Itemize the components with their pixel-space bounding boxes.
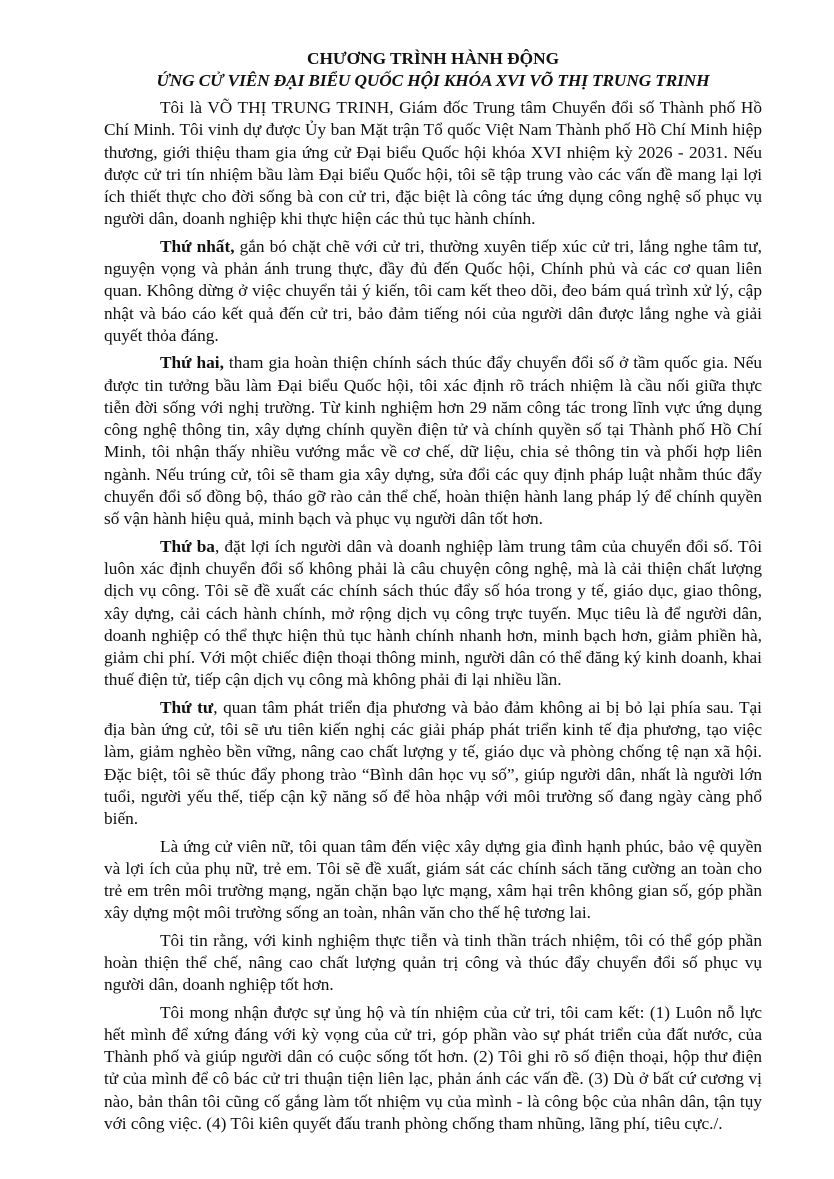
paragraph-intro — [104, 97, 762, 231]
document-title: CHƯƠNG TRÌNH HÀNH ĐỘNG — [306, 49, 560, 68]
paragraph-third — [104, 536, 762, 692]
paragraph-lead: Thứ nhất, — [160, 236, 235, 256]
paragraph-fourth — [104, 697, 762, 831]
paragraph-text: Tôi mong nhận được sự ủng hộ và tín nhiệm của cử tri, tôi cam kết: (1) Luôn nỗ lực hết mình để xứng đáng với kỳ vọng của cử tri, góp phần vào sự phát triển của đất nước, của Thành phố và giúp người dân có cuộc sống tốt hơn. (2) Tôi ghi rõ số điện thoại, hộp thư điện tử của mình để cô bác cử tri thuận tiện liên lạc, phản ánh các vấn đề. (3) Dù ở bất cứ cương vị nào, bản thân tôi cũng cố gắng làm tốt nhiệm vụ của mình - là công bộc của nhân dân, tận tụy với công việc. (4) Tôi kiên quyết đấu tranh phòng chống tham nhũng, lãng phí, tiêu cực./. — [104, 1002, 762, 1134]
paragraph-text: Là ứng cử viên nữ, tôi quan tâm đến việc xây dựng gia đình hạnh phúc, bảo vệ quyền và lợi ích của phụ nữ, trẻ em. Tôi sẽ đề xuất, giám sát các chính sách tăng cường an toàn cho trẻ em trên môi trường mạng, ngăn chặn bạo lực mạng, xâm hại trên không gian số, góp phần xây dựng một môi trường sống an toàn, nhân văn cho thế hệ tương lai. — [104, 836, 762, 923]
document-subtitle: ỨNG CỬ VIÊN ĐẠI BIỂU QUỐC HỘI KHÓA XVI VÕ THỊ TRUNG TRINH — [156, 71, 710, 90]
paragraph-lead: Thứ ba — [160, 536, 215, 556]
paragraph-text: Tôi tin rằng, với kinh nghiệm thực tiễn và tinh thần trách nhiệm, tôi có thể góp phần hoàn thiện thể chế, nâng cao chất lượng quản trị công và thúc đẩy chuyển đổi số phục vụ người dân, doanh nghiệp tốt hơn. — [104, 930, 762, 995]
paragraph-women-children — [104, 836, 762, 925]
paragraph-belief — [104, 930, 762, 997]
paragraph-text: tham gia hoàn thiện chính sách thúc đẩy chuyển đổi số ở tầm quốc gia. Nếu được tin tưởng bầu làm Đại biểu Quốc hội, tôi xác định rõ trách nhiệm là cầu nối giữa thực tiễn đời sống với nghị trường. Từ kinh nghiệm hơn 29 năm công tác trong lĩnh vực ứng dụng công nghệ thông tin, xây dựng chính quyền điện tử và chính quyền số tại Thành phố Hồ Chí Minh, tôi nhận thấy nhiều vướng mắc về cơ chế, dữ liệu, chia sẻ thông tin và phối hợp liên ngành. Nếu trúng cử, tôi sẽ tham gia xây dựng, sửa đổi các quy định pháp luật nhằm thúc đẩy chuyển đổi số đồng bộ, tháo gỡ rào cản thể chế, hoàn thiện hành lang pháp lý để chính quyền số vận hành hiệu quả, minh bạch và phục vụ người dân tốt hơn. — [104, 353, 762, 529]
paragraph-first — [104, 236, 762, 347]
paragraph-text: , đặt lợi ích người dân và doanh nghiệp làm trung tâm của chuyển đổi số. Tôi luôn xác định chuyển đổi số không phải là câu chuyện công nghệ, mà là cải thiện chất lượng dịch vụ công. Tôi sẽ đề xuất các chính sách thúc đẩy số hóa trong y tế, giáo dục, giao thông, xây dựng, cải cách hành chính, mở rộng dịch vụ công trực tuyến. Mục tiêu là để người dân, doanh nghiệp có thể thực hiện thủ tục hành chính nhanh hơn, minh bạch hơn, giảm phiền hà, giảm chi phí. Với một chiếc điện thoại thông minh, người dân có thể đăng ký kinh doanh, khai thuế điện tử, tiếp cận dịch vụ công mà không phải đi lại nhiều lần. — [104, 536, 762, 690]
paragraph-text: Tôi là VÕ THỊ TRUNG TRINH, Giám đốc Trung tâm Chuyển đổi số Thành phố Hồ Chí Minh. Tôi vinh dự được Ủy ban Mặt trận Tổ quốc Việt Nam Thành phố Hồ Chí Minh hiệp thương, giới thiệu tham gia ứng cử Đại biểu Quốc hội khóa XVI nhiệm kỳ 2026 - 2031. Nếu được cử tri tín nhiệm bầu làm Đại biểu Quốc hội, tôi sẽ tập trung vào các vấn đề mang lại lợi ích thiết thực cho đời sống bà con cử tri, đặc biệt là công tác ứng dụng công nghệ số phục vụ người dân, doanh nghiệp khi thực hiện các thủ tục hành chính. — [104, 98, 762, 229]
paragraph-commitment — [104, 1002, 762, 1136]
paragraph-text: gắn bó chặt chẽ với cử tri, thường xuyên tiếp xúc cử tri, lắng nghe tâm tư, nguyện vọng và phản ánh trung thực, đầy đủ đến Quốc hội, Chính phủ và các cơ quan liên quan. Không dừng ở việc chuyển tải ý kiến, tôi cam kết theo dõi, đeo bám quá trình xử lý, cập nhật và báo cáo kết quả đến cử tri, bảo đảm tiếng nói của người dân được lắng nghe và giải quyết thỏa đáng. — [104, 236, 762, 345]
paragraph-lead: Thứ tư — [160, 697, 214, 717]
paragraph-lead: Thứ hai, — [160, 353, 224, 373]
paragraph-second — [104, 352, 762, 530]
paragraph-text: , quan tâm phát triển địa phương và bảo đảm không ai bị bỏ lại phía sau. Tại địa bàn ứng cử, tôi sẽ ưu tiên kiến nghị các giải pháp phát triển kinh tế địa phương, tạo việc làm, giảm nghèo bền vững, nâng cao chất lượng y tế, giáo dục và phòng chống tệ nạn xã hội. Đặc biệt, tôi sẽ thúc đẩy phong trào “Bình dân học vụ số”, giúp người dân, nhất là người lớn tuổi, người yếu thế, tiếp cận kỹ năng số để hòa nhập với môi trường số đang ngày càng phổ biến. — [104, 697, 762, 829]
